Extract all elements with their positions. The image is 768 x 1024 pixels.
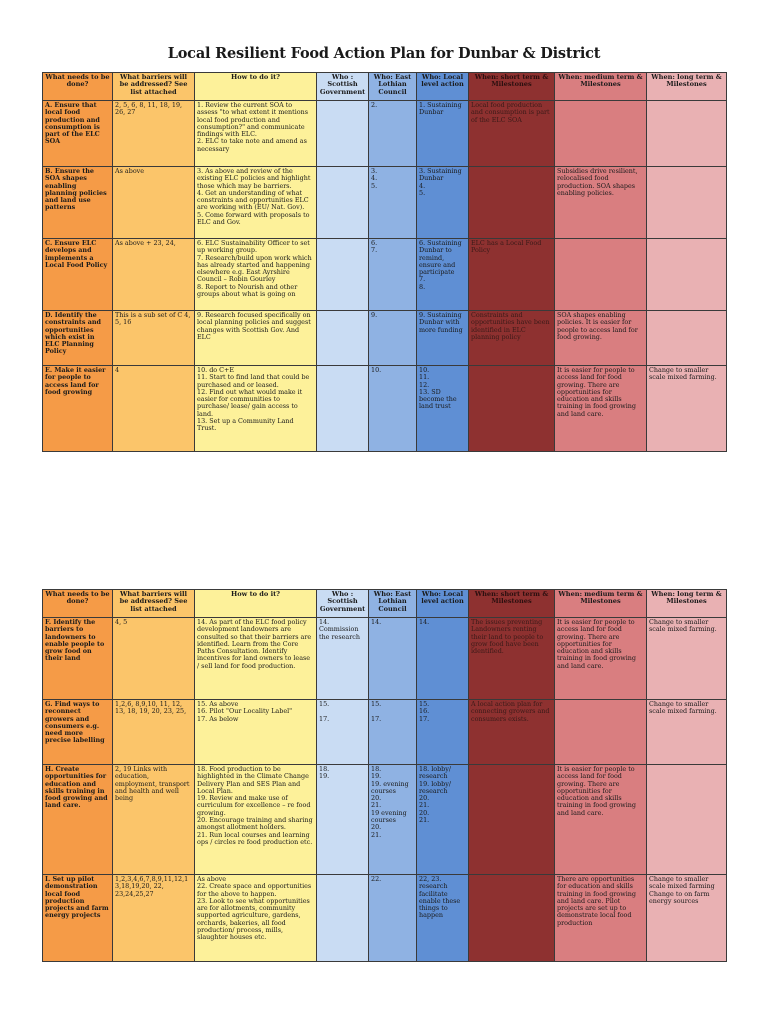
cell-line: 21.	[419, 816, 430, 825]
medium-term-cell	[555, 101, 647, 167]
short-term-cell: Local food production and consumption is part of the ELC SOA	[469, 101, 555, 167]
cell-line: 9.	[371, 311, 378, 319]
cell-line: 6. ELC Sustainability Officer to set up working group.	[197, 239, 310, 255]
cell-line: 23. Look to see what opportunities are for allotments, community supported agriculture, gardens, orchards, bakeries, all food production/ process, mills, slaughter houses etc.	[197, 896, 310, 942]
barriers-cell: 1,2,3,4,6,7,8,9,11,12,1 3,18,19,20, 22, 23,24,25,27	[113, 875, 195, 962]
cell-line: 8.	[419, 282, 426, 291]
cell-line: 19. Review and make use of curriculum for excellence – re food growing.	[197, 794, 311, 817]
medium-term-cell: There are opportunities for education and skills training in food growing and land care. Pilot projects are set up to demonstrate local food production	[555, 875, 647, 962]
cell-line: 3. Sustaining Dunbar	[419, 167, 462, 183]
cell-line: 21.	[371, 801, 382, 810]
scottish-gov-cell	[317, 618, 369, 700]
what-cell: B. Ensure the SOA shapes enabling planning policies and land use patterns	[43, 167, 113, 239]
medium-term-cell: It is easier for people to access land for food growing. There are opportunities for education and skills training in food growing and land care.	[555, 366, 647, 452]
cell-line: 7. Research/build upon work which has already started and happening elsewhere e.g. East Ayrshire Council – Robin Gourley	[197, 253, 312, 284]
cell-line: As above	[197, 875, 227, 883]
column-header-barriers: What barriers will be addressed? See list attached	[113, 590, 195, 618]
column-header-local: Who: Local level action	[417, 590, 469, 618]
cell-line: 5. Come forward with proposals to ELC and Gov.	[197, 210, 310, 227]
column-header-how: How to do it?	[195, 73, 317, 101]
scottish-gov-cell	[317, 700, 369, 765]
long-term-cell	[647, 765, 727, 875]
cell-line: 15.	[319, 700, 330, 708]
table-row	[43, 700, 727, 765]
elc-cell	[369, 765, 417, 875]
local-action-cell	[417, 618, 469, 700]
cell-line: 16. Pilot "Our Locality Label"	[197, 707, 293, 716]
cell-line: 1. Review the current SOA to assess "to what extent it mentions local food production and consumption?" and communicate findings with ELC.	[197, 101, 309, 139]
column-header-barriers: What barriers will be addressed? See list attached	[113, 73, 195, 101]
long-term-cell	[647, 101, 727, 167]
medium-term-cell	[555, 700, 647, 765]
elc-cell	[369, 311, 417, 366]
elc-cell	[369, 618, 417, 700]
short-term-cell: A local action plan for connecting growers and consumers exists.	[469, 700, 555, 765]
cell-line: 15.	[371, 700, 382, 708]
medium-term-cell: It is easier for people to access land for food growing. There are opportunities for education and skills training in food growing and land care.	[555, 618, 647, 700]
cell-line: 6.	[371, 239, 378, 247]
cell-line: 3.	[371, 167, 378, 175]
column-header-short: When: short term & Milestones	[469, 590, 555, 618]
page-title: Local Resilient Food Action Plan for Dunbar & District	[167, 45, 601, 62]
cell-line: 11.	[419, 373, 430, 382]
local-action-cell	[417, 700, 469, 765]
cell-line: 13. SD become the land trust	[419, 387, 457, 411]
cell-line: 1. Sustaining Dunbar	[419, 101, 462, 117]
local-action-cell	[417, 765, 469, 875]
medium-term-cell	[555, 239, 647, 311]
how-cell	[195, 101, 317, 167]
scottish-gov-cell	[317, 366, 369, 452]
cell-line: 11. Start to find land that could be purchased and or leased.	[197, 373, 310, 389]
what-cell: D. Identify the constraints and opportunities which exist in ELC Planning Policy	[43, 311, 113, 366]
header-row	[43, 73, 727, 101]
cell-line: 3. As above and review of the existing ELC policies and highlight those which may be barriers.	[197, 167, 311, 190]
column-header-long: When: long term & Milestones	[647, 590, 727, 618]
cell-line: 19. lobby/ research	[419, 779, 452, 795]
local-action-cell	[417, 101, 469, 167]
elc-cell	[369, 239, 417, 311]
short-term-cell	[469, 875, 555, 962]
cell-line: 12. Find out what would make it easier for communities to purchase/ lease/ gain access to land.	[197, 387, 303, 418]
local-action-cell	[417, 875, 469, 962]
scottish-gov-cell	[317, 101, 369, 167]
short-term-cell	[469, 765, 555, 875]
cell-line: 20. Encourage training and sharing amongst allotment holders.	[197, 816, 313, 832]
cell-line: 17.	[371, 714, 382, 723]
local-action-cell	[417, 239, 469, 311]
short-term-cell: ELC has a Local Food Policy	[469, 239, 555, 311]
cell-line: 4. Get an understanding of what constraints and opportunities ELC are working with (EU/ Nat. Gov).	[197, 188, 309, 212]
elc-cell	[369, 700, 417, 765]
what-cell: I. Set up pilot demonstration local food production projects and farm energy projects	[43, 875, 113, 962]
cell-line: 19 evening courses	[371, 808, 407, 825]
column-header-elc: Who: East Lothian Council	[369, 73, 417, 101]
what-cell: C. Ensure ELC develops and implements a Local Food Policy	[43, 239, 113, 311]
what-cell: G. Find ways to reconnect growers and consumers e.g. need more precise labelling	[43, 700, 113, 765]
long-term-cell	[647, 239, 727, 311]
cell-line: 9. Research focused specifically on local planning policies and suggest changes with Scottish Gov. And ELC	[197, 311, 311, 341]
how-cell	[195, 875, 317, 962]
barriers-cell: 4, 5	[113, 618, 195, 700]
cell-line: 8. Report to Nourish and other groups about what is going on	[197, 282, 298, 299]
cell-line: 12.	[419, 380, 430, 389]
what-cell: H. Create opportunities for education and skills training in food growing and land care.	[43, 765, 113, 875]
medium-term-cell: It is easier for people to access land for food growing. There are opportunities for education and skills training in food growing and land care.	[555, 765, 647, 875]
table-row	[43, 167, 727, 239]
short-term-cell	[469, 366, 555, 452]
cell-line: 21. Run local courses and learning ops / circles re food production etc.	[197, 830, 313, 846]
cell-line: 4.	[419, 181, 426, 190]
cell-line: 5.	[371, 181, 378, 190]
table-row	[43, 875, 727, 962]
barriers-cell: As above	[113, 167, 195, 239]
cell-line: 6. Sustaining Dunbar to remind, ensure and participate	[419, 239, 462, 277]
elc-cell	[369, 167, 417, 239]
cell-line: 17.	[419, 714, 430, 723]
barriers-cell: 2, 19 Links with education, employment, transport and health and well being	[113, 765, 195, 875]
barriers-cell: 4	[113, 366, 195, 452]
cell-line: 17.	[319, 714, 330, 723]
local-action-cell	[417, 366, 469, 452]
cell-line: 18.	[371, 765, 382, 773]
how-cell	[195, 311, 317, 366]
how-cell	[195, 167, 317, 239]
table-row	[43, 618, 727, 700]
cell-line: 18. lobby/ research	[419, 765, 452, 781]
how-cell	[195, 700, 317, 765]
long-term-cell: Change to smaller scale mixed farming.	[647, 618, 727, 700]
cell-line: 2. ELC to take note and amend as necessary	[197, 137, 307, 153]
cell-line: 9. Sustaining Dunbar with more funding	[419, 311, 463, 334]
cell-line: 20.	[371, 823, 382, 832]
barriers-cell: 1,2,6, 8,9,10, 11, 12, 13, 18, 19, 20, 23, 25,	[113, 700, 195, 765]
cell-line: 14.	[371, 618, 382, 626]
scottish-gov-cell	[317, 167, 369, 239]
long-term-cell: Change to smaller scale mixed farming.	[647, 700, 727, 765]
barriers-cell: 2, 5, 6, 8, 11, 18, 19, 26, 27	[113, 101, 195, 167]
cell-line: 10.	[419, 366, 430, 374]
scottish-gov-cell	[317, 239, 369, 311]
cell-line: 2.	[371, 101, 378, 109]
cell-line: 19. evening courses	[371, 779, 409, 795]
column-header-long: When: long term & Milestones	[647, 73, 727, 101]
how-cell	[195, 618, 317, 700]
column-header-what: What needs to be done?	[43, 73, 113, 101]
cell-line: 13. Set up a Community Land Trust.	[197, 417, 294, 433]
long-term-cell: Change to smaller scale mixed farming.	[647, 366, 727, 452]
barriers-cell: As above + 23, 24,	[113, 239, 195, 311]
cell-line: 14.	[419, 618, 430, 626]
long-term-cell	[647, 167, 727, 239]
cell-line: 5.	[419, 188, 426, 197]
scottish-gov-cell	[317, 765, 369, 875]
cell-line: 10.	[371, 366, 382, 374]
cell-line: 20.	[419, 794, 430, 803]
column-header-scot: Who : Scottish Government	[317, 73, 369, 101]
barriers-cell: This is a sub set of C 4, 5, 16	[113, 311, 195, 366]
how-cell	[195, 239, 317, 311]
cell-line: 10. do C+E	[197, 366, 235, 374]
short-term-cell	[469, 167, 555, 239]
column-header-scot: Who : Scottish Government	[317, 590, 369, 618]
scottish-gov-cell	[317, 311, 369, 366]
long-term-cell	[647, 311, 727, 366]
cell-line: 7.	[419, 275, 426, 284]
cell-line: 20.	[371, 794, 382, 803]
how-cell	[195, 765, 317, 875]
cell-line: 21.	[419, 801, 430, 810]
short-term-cell: The issues preventing Landowners renting their land to people to grow food have been identified.	[469, 618, 555, 700]
table-row	[43, 239, 727, 311]
medium-term-cell: Subsidies drive resilient, relocalised food production. SOA shapes enabling policies.	[555, 167, 647, 239]
table-row	[43, 765, 727, 875]
table-row	[43, 101, 727, 167]
cell-line: 20.	[419, 808, 430, 817]
what-cell: E. Make it easier for people to access land for food growing	[43, 366, 113, 452]
elc-cell	[369, 875, 417, 962]
column-header-medium: When: medium term & Milestones	[555, 73, 647, 101]
scottish-gov-cell	[317, 875, 369, 962]
column-header-what: What needs to be done?	[43, 590, 113, 618]
what-cell: A. Ensure that local food production and consumption is part of the ELC SOA	[43, 101, 113, 167]
cell-line: 14. Commission the research	[319, 618, 360, 641]
action-plan-table-1	[42, 72, 727, 452]
cell-line: 22.	[371, 875, 382, 883]
column-header-short: When: short term & Milestones	[469, 73, 555, 101]
column-header-elc: Who: East Lothian Council	[369, 590, 417, 618]
cell-line: 15. As above	[197, 700, 239, 708]
cell-line: 14. As part of the ELC food policy development landowners are consulted so that their barriers are identified. Learn from the Core Paths Consultation. Identify incentives for land owners to lease / sell land for food production.	[197, 618, 312, 670]
cell-line: 18. Food production to be highlighted in the Climate Change Delivery Plan and SES Plan and Local Plan.	[197, 765, 309, 795]
medium-term-cell: SOA shapes enabling policies. It is easier for people to access land for food growing.	[555, 311, 647, 366]
cell-line: 21.	[371, 830, 382, 839]
table-row	[43, 311, 727, 366]
column-header-local: Who: Local level action	[417, 73, 469, 101]
long-term-cell: Change to smaller scale mixed farming Change to on farm energy sources	[647, 875, 727, 962]
cell-line: 19.	[319, 772, 330, 781]
cell-line: 15.	[419, 700, 430, 708]
what-cell: F. Identify the barriers to landowners to enable people to grow food on their land	[43, 618, 113, 700]
elc-cell	[369, 366, 417, 452]
column-header-medium: When: medium term & Milestones	[555, 590, 647, 618]
cell-line: 16.	[419, 707, 430, 716]
header-row	[43, 590, 727, 618]
cell-line: 19.	[371, 772, 382, 781]
cell-line: 17. As below	[197, 714, 239, 723]
cell-line: 22, 23. research facilitate enable these things to happen	[419, 875, 461, 920]
cell-line: 4.	[371, 174, 378, 183]
action-plan-table-2	[42, 589, 727, 962]
elc-cell	[369, 101, 417, 167]
local-action-cell	[417, 167, 469, 239]
short-term-cell: Constraints and opportunities have been identified in ELC planning policy	[469, 311, 555, 366]
cell-line: 22. Create space and opportunities for the above to happen.	[197, 882, 312, 898]
table-row	[43, 366, 727, 452]
column-header-how: How to do it?	[195, 590, 317, 618]
cell-line: 7.	[371, 246, 378, 255]
how-cell	[195, 366, 317, 452]
local-action-cell	[417, 311, 469, 366]
cell-line: 18.	[319, 765, 330, 773]
